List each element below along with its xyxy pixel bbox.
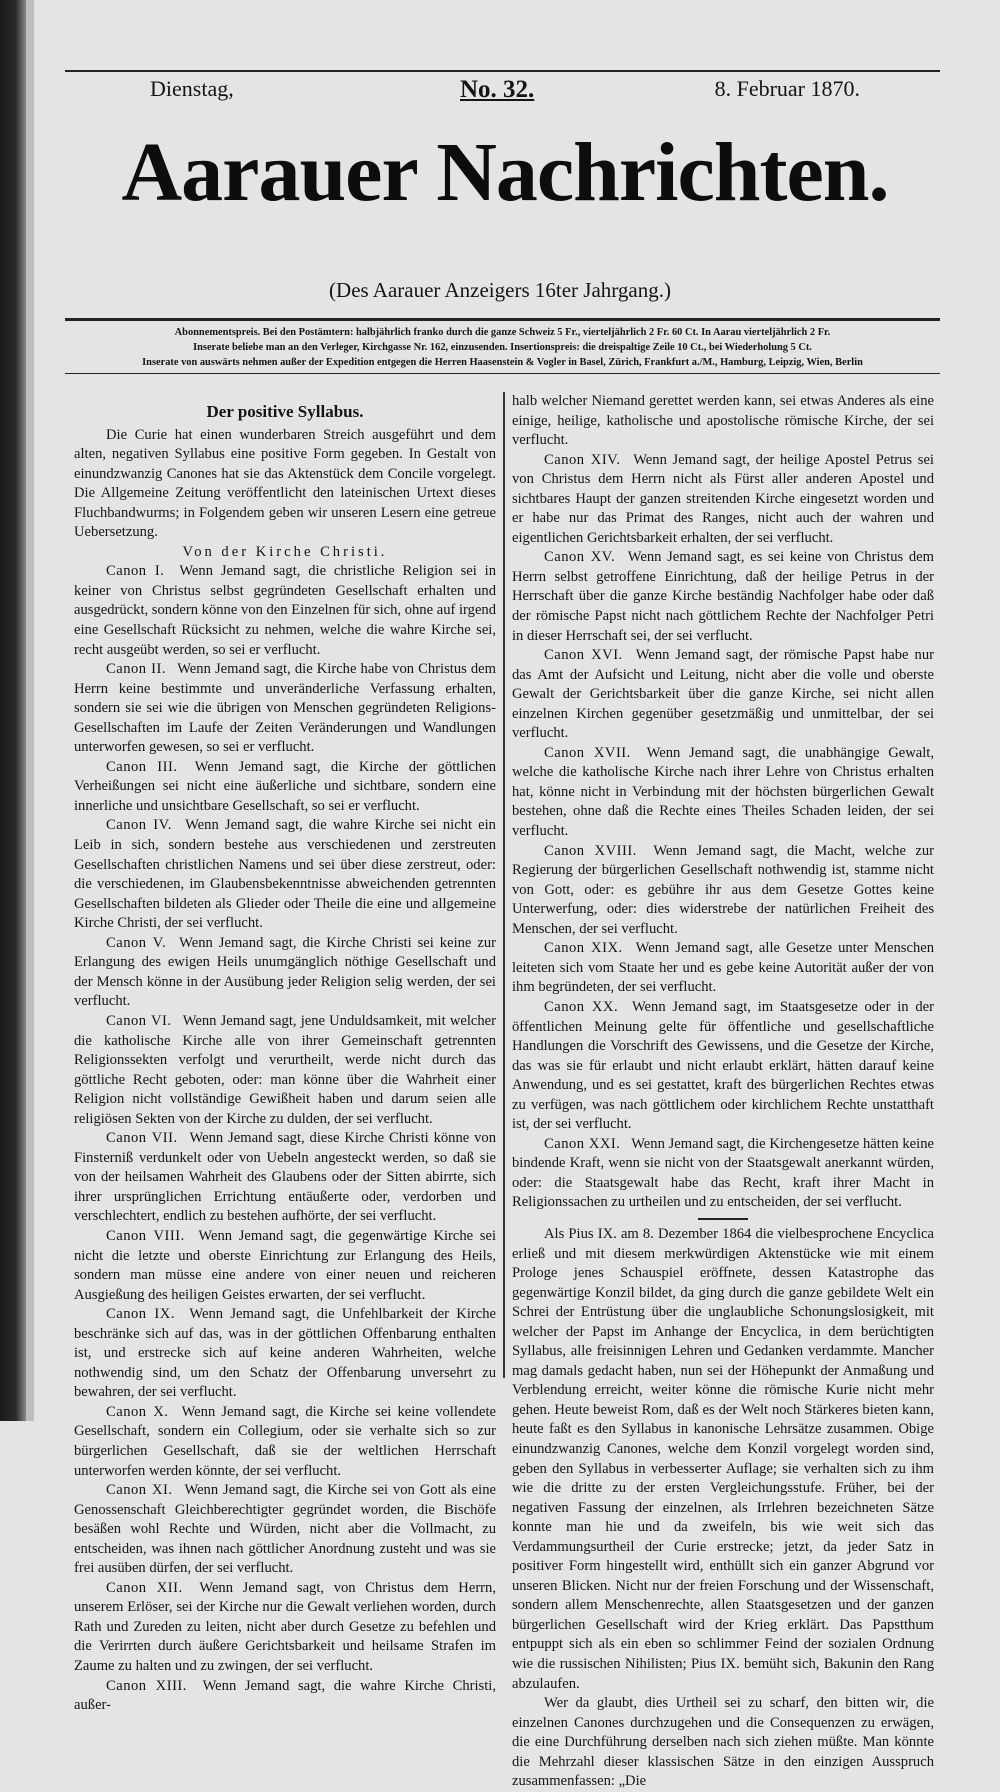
canon-label: Canon VIII.: [106, 1227, 185, 1244]
canon-text: Wenn Jemand sagt, die Kirchengesetze hätten keine bindende Kraft, wenn sie nicht von der Staatsgewalt anerkannt würden, oder: die Staatsgewalt habe das Recht, kraft ihrer Macht in Religionssachen zu urtheilen und zu entscheiden, der sei verflucht.: [512, 1135, 934, 1211]
canon-label: Canon XXI.: [544, 1135, 621, 1152]
canon-paragraph: [512, 842, 934, 940]
canon-paragraph: [74, 1129, 496, 1227]
canon-label: Canon VII.: [106, 1130, 178, 1147]
canon-text: Wenn Jemand sagt, die christliche Religion sei in keiner von Christus selbst gegründeten Gesellschaft erhalten und ausgedrückt, sondern könne von den Einzelnen für sich, ohne auf irgend eine Gesellschaft Rücksicht zu nehmen, welche die wahre Kirche sei, recht ausgeübt werden, so sei er verflucht.: [74, 563, 497, 658]
section-divider: [698, 1218, 748, 1220]
canon-label: Canon II.: [106, 661, 167, 678]
canon-text: Wenn Jemand sagt, die Kirche Christi sei keine zur Erlangung des ewigen Heils unumgänglich nöthige Gesellschaft und der Mensch könne in der Ausübung jeder Religion selig werden, der sei verflucht.: [74, 934, 497, 1010]
issue-day: Dienstag,: [150, 76, 234, 101]
canon-text: Wenn Jemand sagt, die Kirche sei von Gott als eine Genossenschaft Gleichberechtigter gegründet worden, die Bischöfe besäßen wohl Rechte und Würden, nicht aber die Vollmacht, zu entscheiden, was ihnen nach göttlicher Anordnung zusteht und was sie frei ausüben dürfen, der sei verflucht.: [74, 1482, 496, 1577]
canon-label: Canon XVII.: [544, 744, 631, 761]
canon-label: Canon XIII.: [106, 1677, 187, 1694]
canon-text: Wenn Jemand sagt, der römische Papst habe nur das Amt der Aufsicht und Leitung, nicht aber die volle und oberste Gewalt der Gerichtsbarkeit über die ganze Kirche, sei nicht allen einzelnen Kirchen gegenüber gesetzmäßig und unmittelbar, der sei verflucht.: [512, 647, 934, 742]
canon-text: Wenn Jemand sagt, die wahre Kirche Christi, außer-: [74, 1677, 496, 1714]
commentary-paragraph: Als Pius IX. am 8. Dezember 1864 die vielbesprochene Encyclica erließ und mit diesem merkwürdigen Aktenstücke wie mit einem Prologe jenes Schauspiel eröffnete, dessen Katastrophe das gegenwärtige Konzil bildet, da ging durch die ganze gebildete Welt ein Schrei der Entrüstung über die unglaubliche Schonungslosigkeit, mit welcher der Papst im Anhange der Encyclica, in dem berüchtigten Syllabus, alle freisinnigen Lehren und Gedanken verdammte. Mancher mag damals gedacht haben, nun sei der Höhepunkt der Anmaßung und Verblendung erreicht, weiter könne die römische Kurie nicht mehr gehen. Heute beweist Rom, daß es der Welt noch Stärkeres bieten kann, heute faßt es den Syllabus in kanonische Lehrsätze zusammen. Obige einundzwanzig Canones, welche dem Konzil vorgelegt worden sind, geben den Syllabus in verbesserter Auflage; sie verhalten sich zu ihm wie die dritte zu der ersten Vergleichungsstufe. Früher, bei der negativen Fassung der einzelnen, als Irrlehren bezeichneten Sätze konnte man hie und da zweifeln, bis wie weit sich das Verdammungsurtheil der Curie erstrecke; jetzt, da jeder Satz in positiver Form hingestellt wird, enthüllt sich ein ganzer Abgrund vor unseren Blicken. Nicht nur der freien Forschung und der Wissenschaft, sondern allem Menschenrechte, allen Staatsgesetzen und der ganzen bürgerlichen Gesellschaft wird der Krieg erklärt. Das Papstthum entpuppt sich als ein eben so schlimmer Feind der sozialen Ordnung wie die russischen Nihilisten; Pius IX. bemüht sich, Bakunin den Rang abzulaufen.: [512, 1225, 934, 1692]
newspaper-title-text: Aarauer Nachrichten.: [121, 126, 889, 219]
header-rule: [65, 318, 940, 321]
canon-label: Canon XVI.: [544, 647, 623, 664]
info-line: Abonnementspreis. Bei den Postämtern: halbjährlich franko durch die ganze Schweiz 5 Fr., vierteljährlich 2 Fr. 60 Ct. In Aarau vierteljährlich 2 Fr.: [174, 327, 831, 338]
canon-paragraph: [74, 562, 496, 660]
section-heading: Von der Kirche Christi.: [182, 543, 388, 560]
canon-paragraph: [74, 1481, 496, 1579]
canon-label: Canon XVIII.: [544, 842, 637, 859]
canon-paragraph: [74, 1403, 496, 1481]
canon-text: Wenn Jemand sagt, jene Unduldsamkeit, mit welcher die katholische Kirche alle von ihrer Gemeinschaft getrennten Religionssekten verfolgt und verurtheilt, werde nicht durch das göttliche Recht geboten, oder: man könne über die Wahrheit einer Religion nicht vollständige Gewißheit haben und darum seien alle religiösen Sekten von der Kirche zu dulden, der sei verflucht.: [74, 1012, 496, 1127]
canon-paragraph: [74, 1677, 496, 1716]
canon-text: Wenn Jemand sagt, im Staatsgesetze oder in der öffentlichen Meinung gelte für öffentliche und gesellschaftliche Handlungen die Vorschrift des Gewissens, und die Gesetze der Kirche, das was sie für erlaubt und nicht erlaubt erklärt, hätten darauf keine Anwendung, und es sei gestattet, kraft des bürgerlichen Rechtes etwas zu verfügen, was nach göttlichem oder kirchlichem Rechte unstatthaft ist, der sei verflucht.: [512, 998, 934, 1133]
canon-paragraph: [512, 1135, 934, 1213]
canon-paragraph: [512, 744, 934, 842]
canon-text: Wenn Jemand sagt, die Kirche der göttlichen Verheißungen sei nicht eine äußerliche und sichtbare, sondern eine innerliche und unsichtbare Gesellschaft, so sei er verflucht.: [74, 758, 496, 814]
canon-text: Wenn Jemand sagt, die unabhängige Gewalt, welche die katholische Kirche nach ihrer Lehre von Christus erhalten hat, könne nicht in Verbindung mit der höchsten bürgerlichen Gewalt bestehen, ohne daß die Rechte eines Theiles Schaden leiden, der sei verflucht.: [512, 744, 934, 840]
canon-label: Canon I.: [106, 563, 165, 580]
article-heading: Der positive Syllabus.: [206, 402, 364, 421]
canon-label: Canon XIX.: [544, 940, 623, 957]
canon-paragraph: [74, 1227, 496, 1305]
canon-label: Canon XIV.: [544, 451, 621, 468]
canon-label: Canon XV.: [544, 549, 616, 566]
canon-text: Wenn Jemand sagt, es sei keine von Christus dem Herrn selbst getroffene Einrichtung, daß der heilige Petrus in der Herrschaft über die ganze Kirche beständig Nachfolger habe oder daß der römische Papst nicht nach göttlichem Rechte der Nachfolger Petri in dieser Herrschaft sei, der sei verflucht.: [512, 549, 934, 644]
canon-label: Canon IV.: [106, 817, 172, 834]
issue-date: 8. Februar 1870.: [714, 76, 860, 101]
canon-paragraph: [74, 934, 496, 1012]
canon-text: Wenn Jemand sagt, die wahre Kirche sei nicht ein Leib in sich, sondern bestehe aus verschiedenen und zerstreuten Gesellschaften christlichen Namens und sei über diese zerstreut, oder: die verschiedenen, im Glaubensbekenntnisse abweichenden getrennten Gesellschaften bildeten als Glieder oder Theile die eine und allgemeine Kirche Christi, der sei verflucht.: [74, 817, 496, 932]
canon-paragraph: [74, 816, 496, 933]
canon-label: Canon IX.: [106, 1306, 175, 1323]
article-intro: Die Curie hat einen wunderbaren Streich ausgeführt und dem alten, negativen Syllabus eine positive Form gegeben. In Gestalt von einundzwanzig Canones hat sie das Aktenstück dem Concile vorgelegt. Die Allgemeine Zeitung veröffentlicht den lateinischen Urtext dieses Fluchbandwurms; in Folgendem geben wir unseren Lesern eine getreue Uebersetzung.: [74, 426, 496, 541]
canon-list-right: [512, 451, 934, 1213]
canon-text: Wenn Jemand sagt, die Unfehlbarkeit der Kirche beschränke sich auf das, was in der göttlichen Offenbarung enthalten ist, und erstrecke sich auf keine anderen Wahrheiten, welche nothwendig sind, um den Schatz der Offenbarung unversehrt zu bewahren, der sei verflucht.: [74, 1306, 496, 1401]
info-line: Inserate beliebe man an den Verleger, Kirchgasse Nr. 162, einzusenden. Insertionspreis: die dreispaltige Zeile 10 Ct., bei Wiederholung 5 Ct.: [193, 342, 812, 353]
canon-label: Canon III.: [106, 758, 178, 775]
newspaper-title: [70, 118, 940, 228]
column-divider: [503, 392, 505, 1378]
canon-paragraph: [74, 758, 496, 817]
newspaper-subtitle: (Des Aarauer Anzeigers 16ter Jahrgang.): [329, 278, 671, 302]
right-column: [512, 392, 934, 1792]
scan-binding-edge: [0, 0, 26, 1421]
info-rule: [65, 373, 940, 374]
scan-page-edge: [26, 0, 34, 1421]
canon-text: Wenn Jemand sagt, diese Kirche Christi könne von Finsterniß verdunkelt oder von Uebeln angesteckt werden, so daß sie von der heilsamen Wahrheit des Glaubens oder der Sitten abirrte, sich ihrer ursprünglichen Errichtung entäußerte oder, verdorben und verschlechtert, endlich zu bestehen aufhörte, der sei verflucht.: [74, 1130, 496, 1225]
commentary-paragraph: Wer da glaubt, dies Urtheil sei zu scharf, den bitten wir, die einzelnen Canones durchzugehen und die Consequenzen zu erwägen, die eine Durchführung derselben nach sich ziehen müßte. Man könnte die Mehrzahl dieser klassischen Sätze in den einzigen Ausspruch zusammenfassen: „Die: [512, 1695, 934, 1790]
canon-paragraph: [74, 1305, 496, 1403]
canon-paragraph: [512, 998, 934, 1135]
subscription-info: [65, 325, 940, 370]
canon-text: Wenn Jemand sagt, alle Gesetze unter Menschen leiteten sich vom Staate her und es gebe keine Autorität außer der von ihm begründeten, der sei verflucht.: [512, 940, 935, 996]
canon-label: Canon X.: [106, 1403, 169, 1420]
canon-paragraph: [74, 1012, 496, 1129]
canon-paragraph: [512, 939, 934, 998]
canon-paragraph: [512, 646, 934, 744]
canon-text: Wenn Jemand sagt, die Macht, welche zur Regierung der bürgerlichen Gesellschaft nothwendig ist, stamme nicht von Gott, oder: es gebühre ihr aus dem Gesetze Gottes keine Unterwerfung, oder: dies widerstrebe der natürlichen Freiheit des Menschen, der sei verflucht.: [512, 842, 934, 937]
masthead: [80, 76, 940, 106]
info-line: Inserate von auswärts nehmen außer der Expedition entgegen die Herren Haasenstein & Vogler in Basel, Zürich, Frankfurt a./M., Hamburg, Leipzig, Wien, Berlin: [142, 357, 863, 368]
canon-text: Wenn Jemand sagt, die Kirche habe von Christus dem Herrn keine bestimmte und unveränderliche Verfassung erhalten, sondern sie sei wie die übrigen von Menschen gegründeten Religions-Gesellschaften im Laufe der Zeiten Veränderungen und Wandlungen unterworfen gewesen, so sei er verflucht.: [74, 661, 497, 756]
canon-paragraph: [512, 451, 934, 549]
canon-text: Wenn Jemand sagt, die gegenwärtige Kirche sei nicht die letzte und oberste Einrichtung zur Erlangung des Heils, sondern man müsse eine andere von einer neuen und reicheren Ausgießung des heiligen Geistes erwarten, der sei verflucht.: [74, 1227, 496, 1303]
canon-list-left: [74, 562, 496, 1715]
canon-label: Canon XI.: [106, 1482, 173, 1499]
canon-label: Canon V.: [106, 934, 167, 951]
issue-number: No. 32.: [460, 76, 535, 103]
canon-label: Canon VI.: [106, 1012, 172, 1029]
canon-paragraph: [74, 1579, 496, 1677]
canon-paragraph: [74, 660, 496, 758]
canon-label: Canon XII.: [106, 1579, 183, 1596]
canon-continuation: halb welcher Niemand gerettet werden kann, sei etwas Anderes als eine einige, heilige, katholische und apostolische römische Kirche, der sei verflucht.: [512, 393, 934, 449]
canon-label: Canon XX.: [544, 998, 619, 1015]
top-rule: [65, 70, 940, 72]
canon-text: Wenn Jemand sagt, von Christus dem Herrn, unserem Erlöser, sei der Kirche nur die Gewalt verliehen worden, durch Rath und Zureden zu leiten, nicht aber durch Gesetze zu befehlen und die Verirrten durch äußere Gerichtsbarkeit und heilsame Strafen im Zaume zu halten und zu zwingen, der sei verflucht.: [74, 1579, 496, 1674]
canon-text: Wenn Jemand sagt, die Kirche sei keine vollendete Gesellschaft, sondern ein Collegium, oder sie verhalte sich so zur bürgerlichen Gesellschaft, daß sie der weltlichen Herrschaft unterworfen werden könnte, der sei verflucht.: [74, 1403, 496, 1479]
canon-text: Wenn Jemand sagt, der heilige Apostel Petrus sei von Christus dem Herrn nicht als Fürst aller anderen Apostel und sichtbares Haupt der ganzen streitenden Kirche eingesetzt worden und er habe nur das Primat des Ranges, nicht auch der wahren und eigentlichen Gerichtsbarkeit erhalten, der sei verflucht.: [512, 451, 934, 546]
canon-paragraph: [512, 548, 934, 646]
left-column: [74, 392, 496, 1716]
